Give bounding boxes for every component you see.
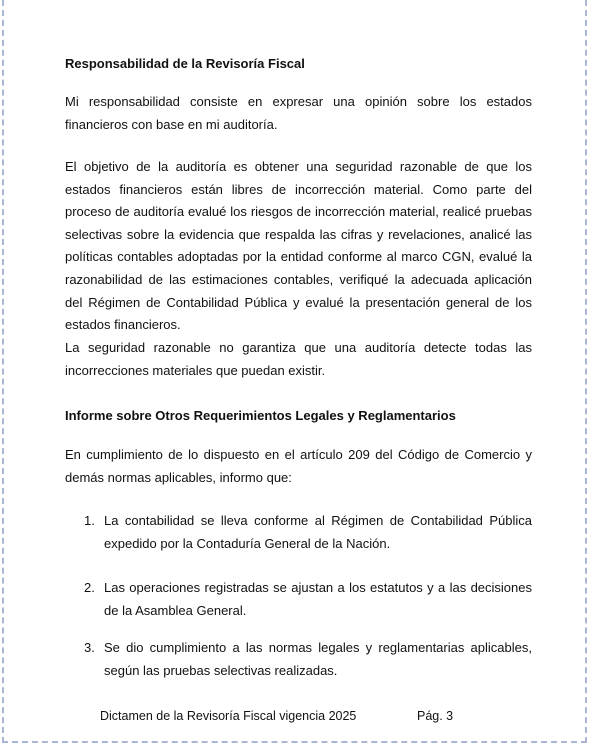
list-item (65, 510, 532, 555)
paragraph-responsabilidad: Mi responsabilidad consiste en expresar una opinión sobre los estados financieros con base en mi auditoría. (65, 94, 532, 132)
list-item (65, 577, 532, 622)
list-item-number: 1. (84, 513, 95, 528)
footer-page-number: Pág. 3 (417, 709, 454, 723)
section-heading-responsabilidad: Responsabilidad de la Revisoría Fiscal (65, 56, 305, 71)
list-item (65, 637, 532, 682)
paragraph-cumplimiento-intro: En cumplimiento de lo dispuesto en el artículo 209 del Código de Comercio y demás normas aplicables, informo que: (65, 447, 532, 485)
paragraph-seguridad-razonable: La seguridad razonable no garantiza que una auditoría detecte todas las incorrecciones materiales que puedan existir. (65, 340, 532, 378)
footer-document-title: Dictamen de la Revisoría Fiscal vigencia 2025 (100, 709, 357, 723)
paragraph-objetivo-auditoria: El objetivo de la auditoría es obtener una seguridad razonable de que los estados financieros están libres de incorrección material. Como parte del proceso de auditoría evalué los riesgos de incorrección material, realicé pruebas selectivas sobre la evidencia que respalda las cifras y revelaciones, analicé las políticas contables adoptadas por la entidad conforme al marco CGN, evalué la razonabilidad de las estimaciones contables, verifiqué la adecuada aplicación del Régimen de Contabilidad Pública y evalué la presentación general de los estados financieros. (65, 159, 532, 333)
list-item-number: 2. (84, 580, 95, 595)
list-item-text: Se dio cumplimiento a las normas legales y reglamentarias aplicables, según las pruebas selectivas realizadas. (104, 640, 532, 678)
list-item-text: La contabilidad se lleva conforme al Régimen de Contabilidad Pública expedido por la Contaduría General de la Nación. (104, 513, 532, 551)
list-item-number: 3. (84, 640, 95, 655)
list-item-text: Las operaciones registradas se ajustan a los estatutos y a las decisiones de la Asamblea General. (104, 580, 532, 618)
section-heading-otros-requerimientos: Informe sobre Otros Requerimientos Legales y Reglamentarios (65, 408, 456, 423)
